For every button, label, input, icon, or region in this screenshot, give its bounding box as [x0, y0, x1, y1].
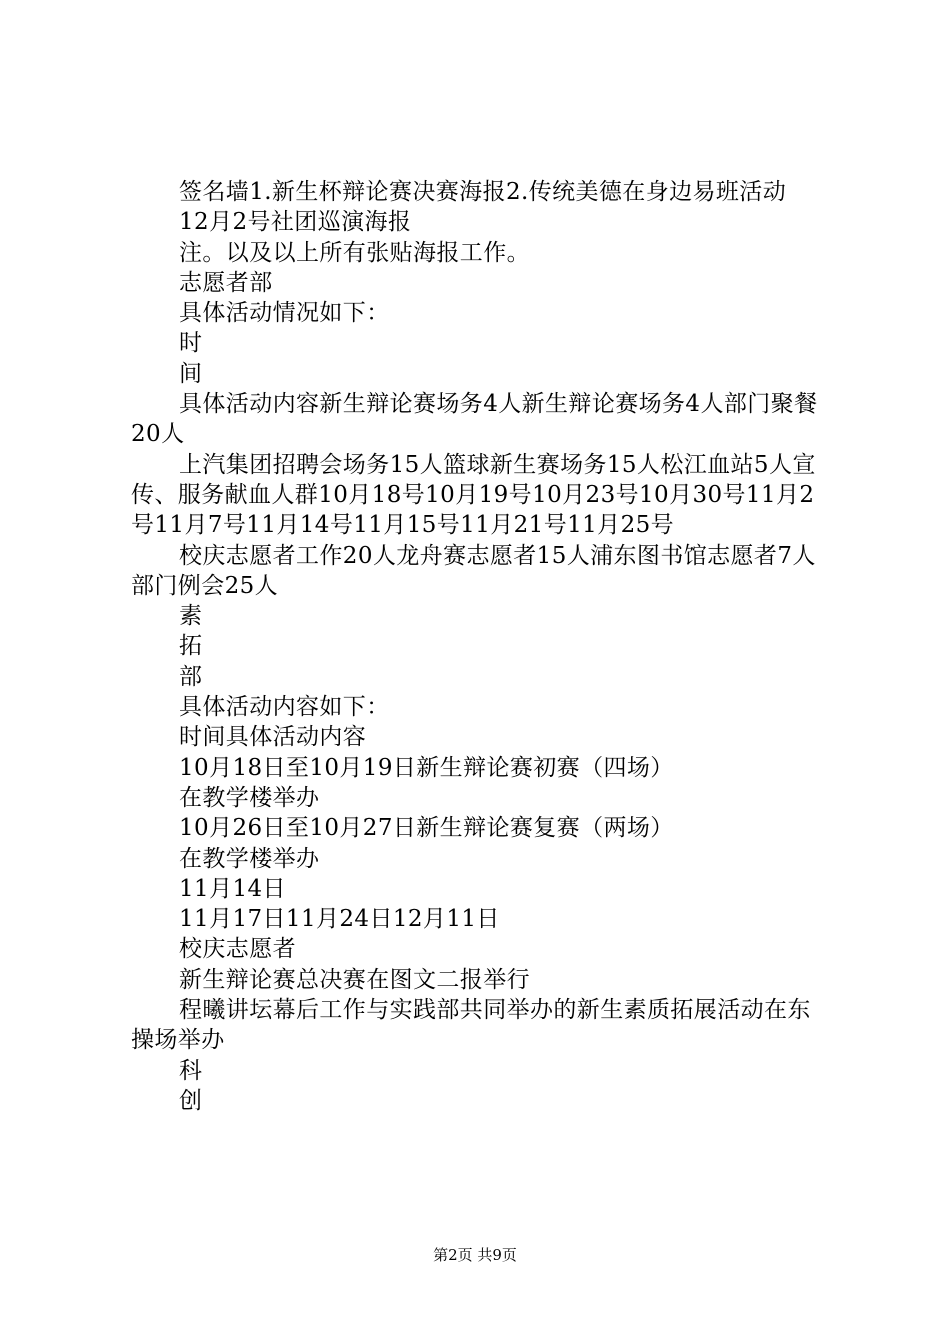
paragraph: 部	[179, 663, 203, 690]
paragraph: 拓	[179, 633, 203, 660]
paragraph: 科	[179, 1057, 203, 1084]
page-footer: 第2页 共9页	[433, 1246, 517, 1264]
paragraph: 签名墙1.新生杯辩论赛决赛海报2.传统美德在身边易班活动	[179, 179, 787, 205]
paragraph: 素	[179, 603, 203, 630]
paragraph: 具体活动内容如下：	[179, 694, 390, 721]
paragraph: 新生辩论赛总决赛在图文二报举行	[179, 966, 530, 993]
paragraph: 10月26日至10月27日新生辩论赛复赛（两场）	[179, 815, 674, 842]
paragraph: 具体活动内容新生辩论赛场务4人新生辩论赛场务4人部门聚餐20人	[131, 391, 818, 448]
paragraph: 时	[179, 330, 203, 357]
paragraph: 上汽集团招聘会场务15人篮球新生赛场务15人松江血站5人宣传、服务献血人群10月18号10月19号10月23号10月30号11月2号11月7号11月14号11月15号11月21号11月25号	[131, 451, 816, 539]
paragraph: 12月2号社团巡演海报	[179, 209, 412, 236]
paragraph: 校庆志愿者	[179, 936, 296, 963]
paragraph: 11月17日11月24日12月11日	[179, 906, 500, 933]
paragraph: 间	[179, 360, 203, 387]
paragraph: 时间具体活动内容	[179, 724, 367, 751]
paragraph: 在教学楼举办	[179, 845, 320, 872]
paragraph: 11月14日	[179, 875, 286, 902]
paragraph: 程曦讲坛幕后工作与实践部共同举办的新生素质拓展活动在东操场举办	[131, 997, 811, 1054]
document-body	[131, 177, 831, 1116]
paragraph: 志愿者部	[179, 269, 273, 296]
paragraph: 在教学楼举办	[179, 784, 320, 811]
paragraph: 10月18日至10月19日新生辩论赛初赛（四场）	[179, 754, 674, 781]
paragraph: 具体活动情况如下：	[179, 300, 390, 327]
paragraph: 注。以及以上所有张贴海报工作。	[179, 239, 530, 266]
paragraph: 校庆志愿者工作20人龙舟赛志愿者15人浦东图书馆志愿者7人部门例会25人	[131, 542, 816, 599]
paragraph: 创	[179, 1087, 203, 1114]
